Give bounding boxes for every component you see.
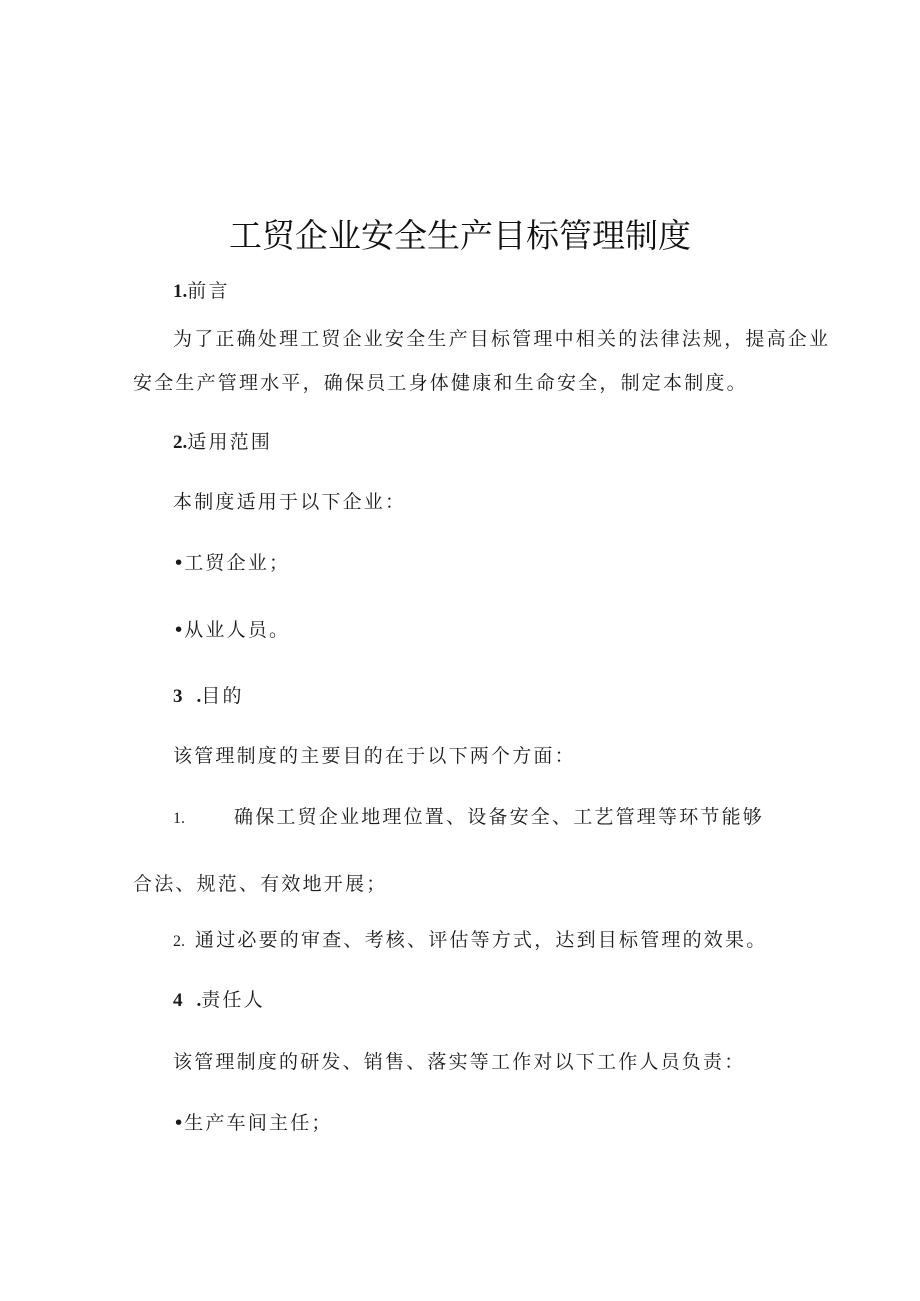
bullet-text: 工贸企业；	[184, 552, 291, 574]
section-1-number: 1.	[173, 281, 188, 302]
section-2-intro: 本制度适用于以下企业：	[173, 491, 407, 513]
section-2-bullet-2	[173, 617, 290, 643]
section-1-heading	[173, 278, 230, 305]
section-4-intro: 该管理制度的研发、销售、落实等工作对以下工作人员负责：	[173, 1051, 746, 1073]
section-4-dot: .	[196, 990, 202, 1011]
section-4-heading	[173, 987, 265, 1014]
section-1-paragraph-line-1: 为了正确处理工贸企业安全生产目标管理中相关的法律法规，提高企业	[173, 328, 831, 350]
section-3-intro: 该管理制度的主要目的在于以下两个方面：	[173, 745, 576, 767]
list-number-2: 2.	[173, 933, 185, 950]
section-2-title: 适用范围	[187, 431, 273, 453]
section-3-title: 目的	[201, 685, 244, 707]
section-1-paragraph-line-2: 安全生产管理水平，确保员工身体健康和生命安全，制定本制度。	[133, 372, 748, 394]
section-3-dot: .	[196, 686, 202, 707]
bullet-mark: •	[173, 1112, 185, 1134]
section-3-item-2	[173, 927, 767, 955]
list-item-2-text: 通过必要的审查、考核、评估等方式，达到目标管理的效果。	[195, 929, 768, 951]
section-2-number: 2.	[173, 432, 188, 453]
document-title: 工贸企业安全生产目标管理制度	[229, 216, 691, 255]
section-3-item-1	[173, 804, 764, 832]
section-4-number: 4	[173, 990, 183, 1011]
bullet-mark: •	[173, 552, 185, 574]
section-2-heading	[173, 429, 272, 456]
bullet-text: 生产车间主任；	[184, 1112, 333, 1134]
bullet-text: 从业人员。	[184, 619, 291, 641]
section-3-item-1-line-2: 合法、规范、有效地开展；	[133, 873, 388, 895]
section-2-bullet-1	[173, 550, 290, 576]
section-3-number: 3	[173, 686, 183, 707]
section-1-title: 前言	[187, 280, 230, 302]
list-item-1-line-1: 确保工贸企业地理位置、设备安全、工艺管理等环节能够	[234, 806, 765, 828]
section-4-bullet-1	[173, 1110, 333, 1136]
section-4-title: 责任人	[201, 989, 265, 1011]
list-number-1: 1.	[173, 810, 185, 827]
section-3-heading	[173, 683, 244, 710]
bullet-mark: •	[173, 619, 185, 641]
